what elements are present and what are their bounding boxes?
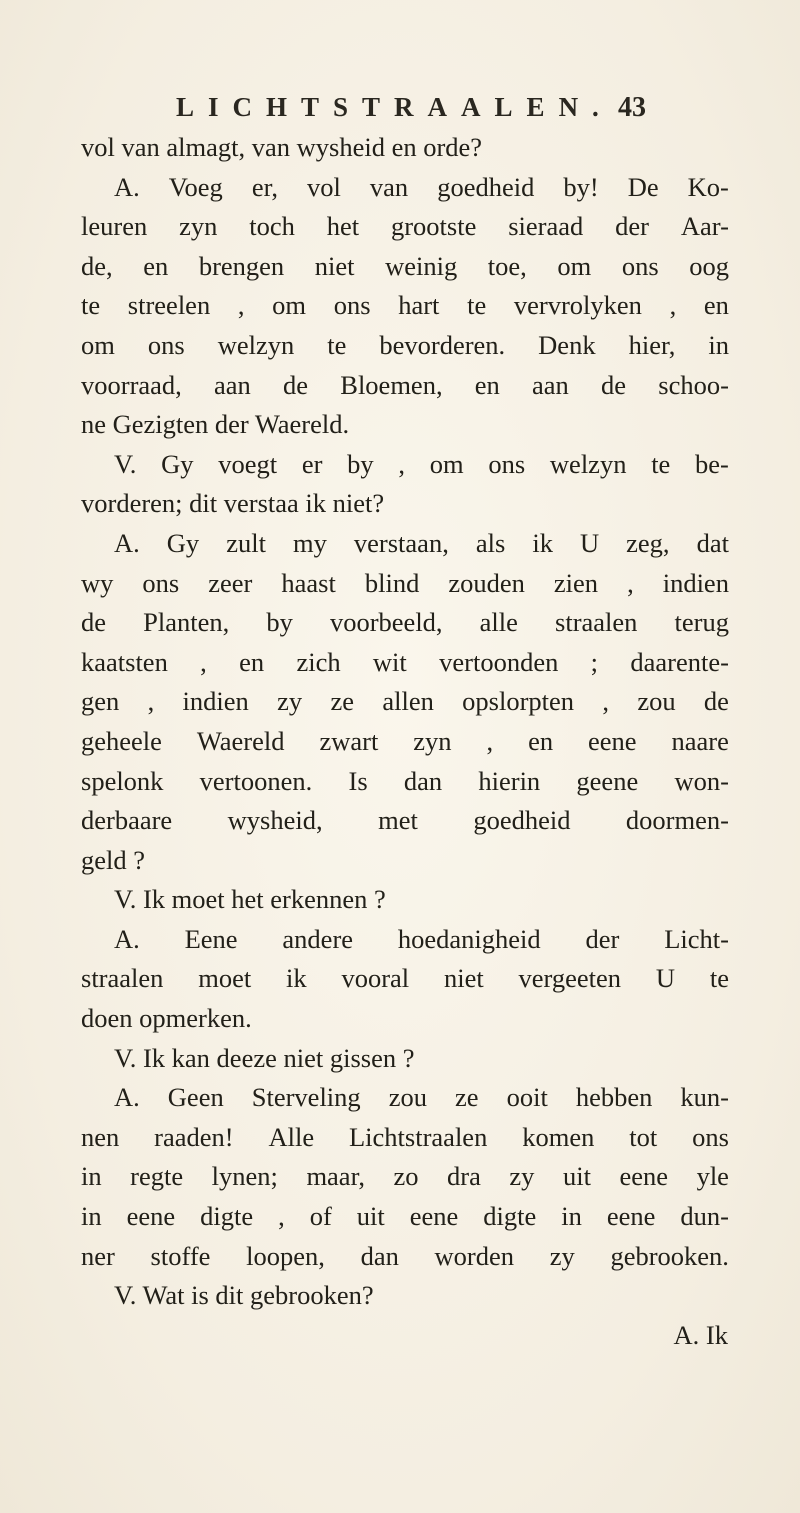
text-line: in regte lynen; maar, zo dra zy uit eene yle <box>81 1161 729 1192</box>
text-line: A. Voeg er, vol van goedheid by! De Ko- <box>114 171 729 202</box>
text-line: ne Gezigten der Waereld. <box>81 409 350 440</box>
text-line: in eene digte , of uit eene digte in eene dun- <box>81 1201 729 1232</box>
text-line: te streelen , om ons hart te vervrolyken , en <box>81 290 729 321</box>
text-line: gen , indien zy ze allen opslorpten , zou de <box>81 686 729 717</box>
text-line: om ons welzyn te bevorderen. Denk hier, in <box>81 329 729 360</box>
text-line: geheele Waereld zwart zyn , en eene naare <box>81 725 729 756</box>
text-line: de, en brengen niet weinig toe, om ons oog <box>81 250 729 281</box>
text-line: ner stoffe loopen, dan worden zy gebrooken. <box>81 1240 729 1271</box>
running-head <box>176 92 646 132</box>
text-line: V. Ik kan deeze niet gissen ? <box>114 1042 415 1073</box>
text-line: V. Ik moet het erkennen ? <box>114 884 386 915</box>
text-line: V. Wat is dit gebrooken? <box>114 1280 374 1311</box>
text-line: geld ? <box>81 844 146 875</box>
text-line: derbaare wysheid, met goedheid doormen- <box>81 805 729 836</box>
body-text <box>81 128 729 1355</box>
text-line: A. Eene andere hoedanigheid der Licht- <box>114 923 729 954</box>
text-line: voorraad, aan de Bloemen, en aan de schoo- <box>81 369 729 400</box>
running-title: LICHTSTRAALEN. <box>176 92 613 122</box>
text-line: V. Gy voegt er by , om ons welzyn te be- <box>114 448 729 479</box>
text-line: vol van almagt, van wysheid en orde? <box>81 132 483 162</box>
text-line: de Planten, by voorbeeld, alle straalen terug <box>81 607 729 638</box>
text-line: kaatsten , en zich wit vertoonden ; daarente- <box>81 646 729 677</box>
catchword: A. Ik <box>673 1319 728 1350</box>
text-line: A. Geen Sterveling zou ze ooit hebben kun- <box>114 1082 729 1113</box>
text-line: A. Gy zult my verstaan, als ik U zeg, dat <box>114 527 729 558</box>
text-line: vorderen; dit verstaa ik niet? <box>81 488 385 519</box>
text-line: nen raaden! Alle Lichtstraalen komen tot ons <box>81 1121 729 1152</box>
text-line: leuren zyn toch het grootste sieraad der Aar- <box>81 211 729 242</box>
text-line: wy ons zeer haast blind zouden zien , indien <box>81 567 729 598</box>
text-line: straalen moet ik vooral niet vergeeten U te <box>81 963 729 994</box>
page-number: 43 <box>618 92 646 123</box>
text-line: doen opmerken. <box>81 1003 252 1034</box>
text-line: spelonk vertoonen. Is dan hierin geene won- <box>81 765 729 796</box>
